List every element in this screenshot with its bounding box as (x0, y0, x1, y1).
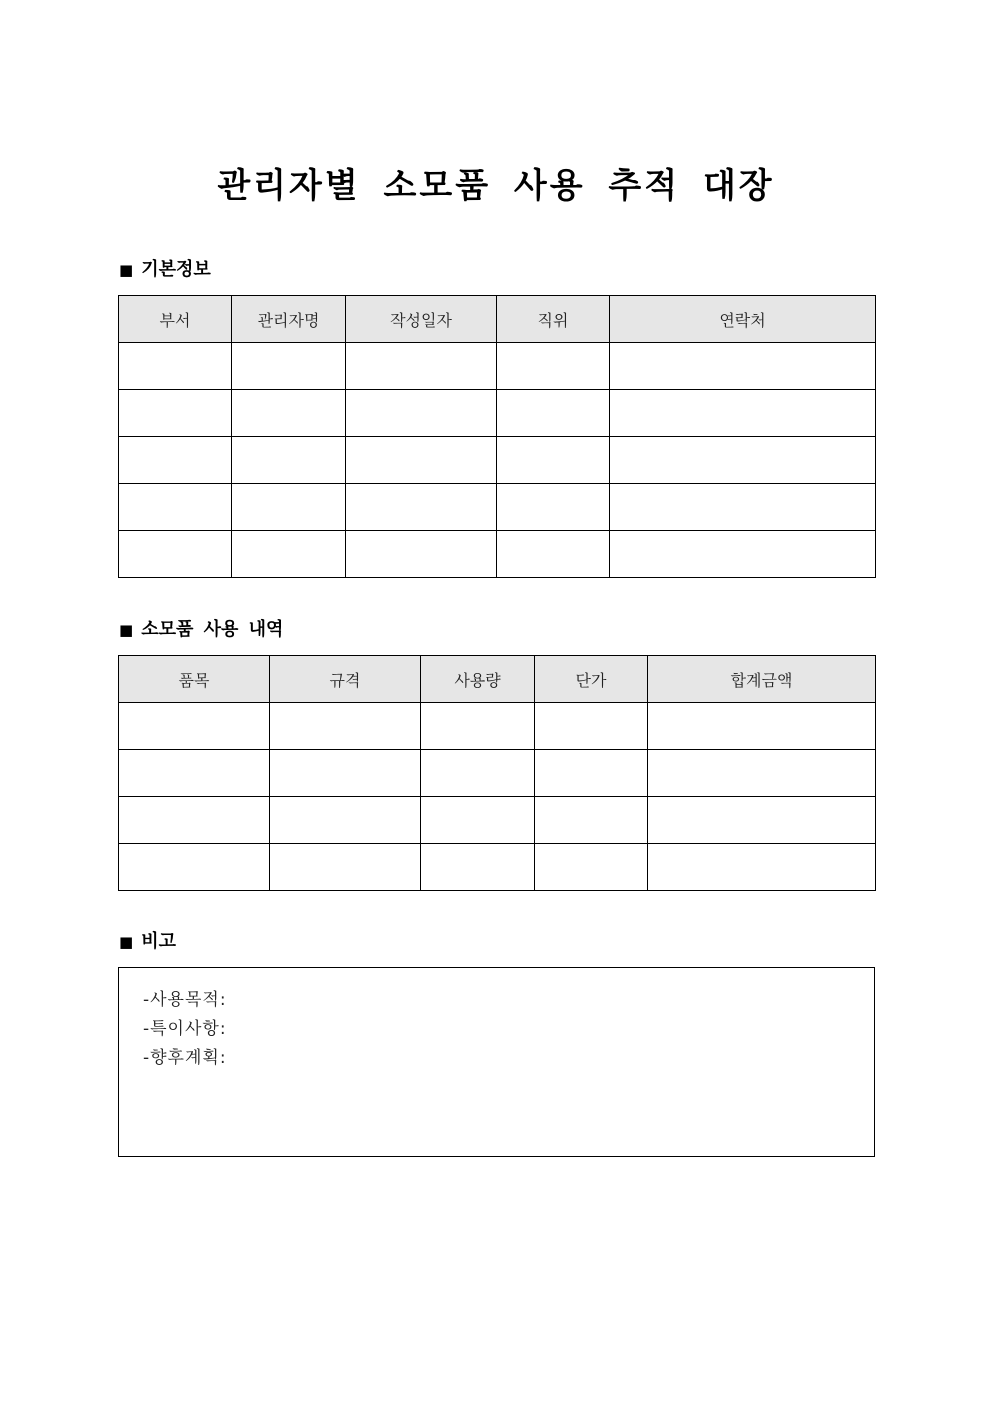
table-row (119, 343, 876, 390)
section-heading-basic-info (119, 258, 211, 282)
square-bullet-icon: ■ (119, 261, 134, 279)
column-header-date-written: 작성일자 (346, 296, 497, 343)
table-cell[interactable] (497, 531, 610, 578)
table-cell[interactable] (610, 390, 876, 437)
table-cell[interactable] (421, 844, 535, 891)
column-header-total-amount: 합계금액 (648, 656, 876, 703)
table-cell[interactable] (421, 797, 535, 844)
table-cell[interactable] (270, 703, 421, 750)
table-cell[interactable] (119, 703, 270, 750)
table-row (119, 484, 876, 531)
table-cell[interactable] (270, 750, 421, 797)
table-cell[interactable] (119, 390, 232, 437)
table-cell[interactable] (535, 750, 648, 797)
column-header-quantity-used: 사용량 (421, 656, 535, 703)
column-header-spec: 규격 (270, 656, 421, 703)
table-cell[interactable] (119, 437, 232, 484)
table-row (119, 437, 876, 484)
table-cell[interactable] (346, 390, 497, 437)
column-header-unit-price: 단가 (535, 656, 648, 703)
table-cell[interactable] (610, 484, 876, 531)
table-header-row (119, 656, 876, 703)
square-bullet-icon: ■ (119, 933, 134, 951)
table-cell[interactable] (346, 437, 497, 484)
table-cell[interactable] (421, 703, 535, 750)
table-cell[interactable] (270, 844, 421, 891)
column-header-manager-name: 관리자명 (232, 296, 346, 343)
table-cell[interactable] (648, 797, 876, 844)
section-heading-label: 비고 (141, 931, 176, 952)
table-cell[interactable] (119, 531, 232, 578)
remarks-purpose-line: -사용목적: (143, 990, 227, 1010)
basic-info-table (118, 295, 876, 578)
table-cell[interactable] (648, 750, 876, 797)
table-cell[interactable] (648, 703, 876, 750)
table-cell[interactable] (610, 437, 876, 484)
table-cell[interactable] (346, 343, 497, 390)
section-heading-remarks (119, 930, 176, 954)
table-cell[interactable] (119, 343, 232, 390)
column-header-item: 품목 (119, 656, 270, 703)
table-cell[interactable] (270, 797, 421, 844)
column-header-position: 직위 (497, 296, 610, 343)
table-row (119, 390, 876, 437)
usage-table (118, 655, 876, 891)
table-cell[interactable] (346, 531, 497, 578)
table-cell[interactable] (497, 390, 610, 437)
section-heading-label: 기본정보 (141, 259, 211, 280)
table-cell[interactable] (119, 797, 270, 844)
square-bullet-icon: ■ (119, 621, 134, 639)
table-cell[interactable] (119, 750, 270, 797)
remarks-notes-line: -특이사항: (143, 1019, 227, 1039)
page-title: 관리자별 소모품 사용 추적 대장 (217, 166, 775, 206)
table-cell[interactable] (535, 797, 648, 844)
table-cell[interactable] (497, 437, 610, 484)
section-heading-usage (119, 618, 283, 642)
column-header-department: 부서 (119, 296, 232, 343)
table-cell[interactable] (497, 484, 610, 531)
section-heading-label: 소모품 사용 내역 (141, 619, 284, 640)
remarks-future-plan-line: -향후계획: (143, 1048, 227, 1068)
table-cell[interactable] (232, 390, 346, 437)
table-cell[interactable] (648, 844, 876, 891)
table-cell[interactable] (232, 343, 346, 390)
table-cell[interactable] (119, 844, 270, 891)
table-row (119, 531, 876, 578)
table-row (119, 703, 876, 750)
table-cell[interactable] (497, 343, 610, 390)
table-cell[interactable] (232, 437, 346, 484)
table-row (119, 797, 876, 844)
table-header-row (119, 296, 876, 343)
table-cell[interactable] (346, 484, 497, 531)
table-cell[interactable] (421, 750, 535, 797)
column-header-contact: 연락처 (610, 296, 876, 343)
table-row (119, 750, 876, 797)
table-cell[interactable] (535, 844, 648, 891)
table-cell[interactable] (610, 343, 876, 390)
table-cell[interactable] (535, 703, 648, 750)
table-row (119, 844, 876, 891)
remarks-box[interactable] (118, 967, 875, 1157)
table-cell[interactable] (232, 484, 346, 531)
table-cell[interactable] (232, 531, 346, 578)
table-cell[interactable] (119, 484, 232, 531)
table-cell[interactable] (610, 531, 876, 578)
